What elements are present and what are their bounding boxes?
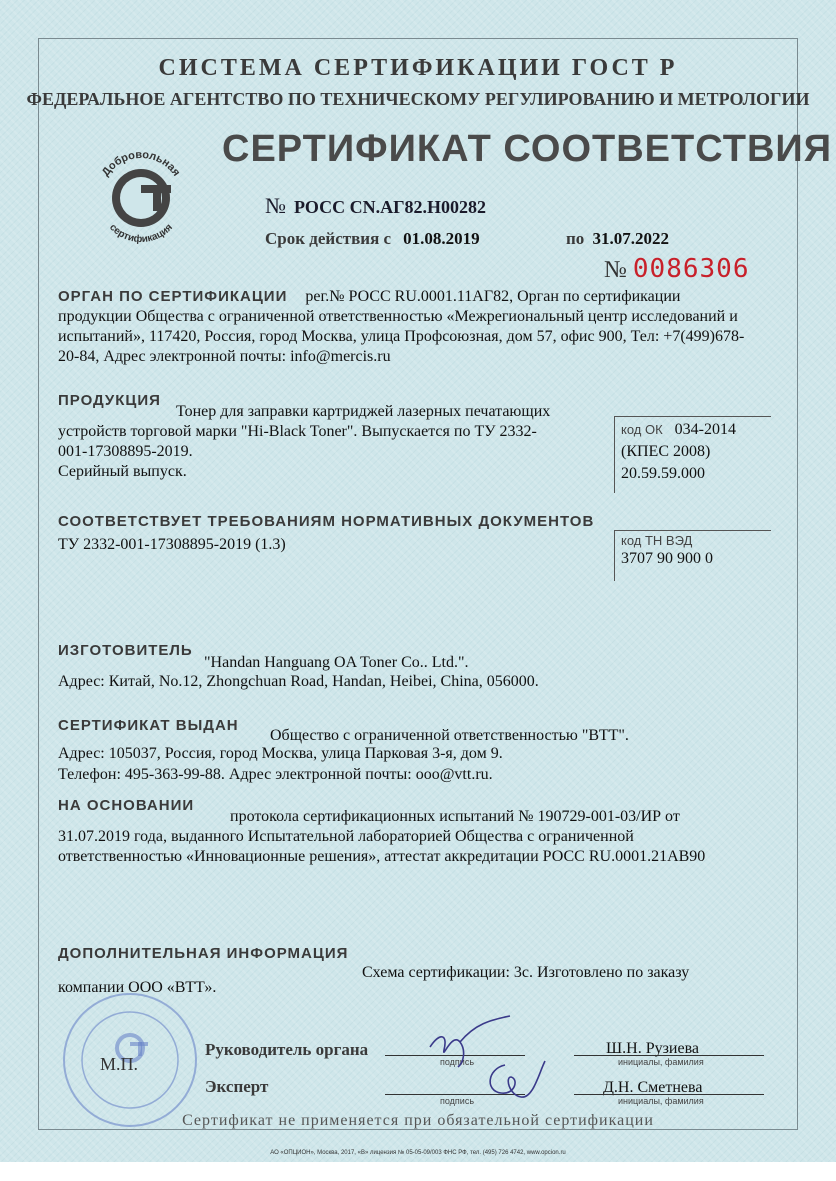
- stamp-label: М.П.: [100, 1054, 139, 1074]
- product-heading: ПРОДУКЦИЯ: [58, 392, 161, 409]
- agency-title: ФЕДЕРАЛЬНОЕ АГЕНТСТВО ПО ТЕХНИЧЕСКОМУ РЕГУЛИРОВАНИЮ И МЕТРОЛОГИИ: [26, 89, 810, 109]
- number-sign: №: [265, 193, 286, 218]
- basis-heading: НА ОСНОВАНИИ: [58, 797, 195, 814]
- additional-line-1: Схема сертификации: 3с. Изготовлено по заказу: [362, 964, 690, 981]
- validity-row: [265, 229, 480, 249]
- serial-sign: №: [604, 257, 627, 283]
- ok-code-label: код ОК: [621, 422, 663, 437]
- validity-label: Срок действия с: [265, 229, 392, 248]
- expert-signature: [475, 1055, 555, 1105]
- to-label: по: [566, 229, 585, 248]
- issued-line-1: Общество с ограниченной ответственностью "ВТТ".: [270, 727, 629, 744]
- expert-name-line: [574, 1094, 764, 1095]
- manufacturer-line-2: Адрес: Китай, No.12, Zhongchuan Road, Handan, Heibei, China, 056000.: [58, 673, 539, 690]
- conformity-heading: СООТВЕТСТВУЕТ ТРЕБОВАНИЯМ НОРМАТИВНЫХ ДОКУМЕНТОВ: [58, 513, 595, 530]
- issued-line-3: Телефон: 495-363-99-88. Адрес электронной почты: ooo@vtt.ru.: [58, 766, 493, 783]
- organ-line-3: испытаний», 117420, Россия, город Москва, улица Профсоюзная, дом 57, офис 900, Тел: +7(499)678-: [58, 328, 745, 345]
- serial-number: 0086306: [632, 254, 750, 284]
- product-line-2: устройств торговой марки "Hi-Black Toner". Выпускается по ТУ 2332-: [58, 423, 537, 440]
- serial-number-row: [604, 254, 749, 284]
- ok-code-line-3: 20.59.59.000: [621, 465, 705, 482]
- ok-code-line-2: (КПЕС 2008): [621, 443, 711, 460]
- certificate-number: РОСС CN.АГ82.Н00282: [294, 197, 487, 217]
- organ-section: [58, 286, 680, 308]
- ok-code-box: [614, 416, 771, 493]
- valid-from: 01.08.2019: [403, 229, 480, 248]
- product-line-4: Серийный выпуск.: [58, 463, 187, 480]
- manufacturer-line-1: "Handan Hanguang OA Toner Co.. Ltd.".: [204, 654, 469, 671]
- head-signature-caption: подпись: [440, 1057, 475, 1067]
- head-name-line: [574, 1055, 764, 1056]
- tnved-code-label: код ТН ВЭД: [621, 533, 693, 548]
- additional-heading: ДОПОЛНИТЕЛЬНАЯ ИНФОРМАЦИЯ: [58, 945, 349, 962]
- ok-code-line-1: 034-2014: [674, 421, 736, 438]
- product-line-1: Тонер для заправки картриджей лазерных печатающих: [176, 403, 551, 420]
- expert-name-caption: инициалы, фамилия: [618, 1096, 704, 1106]
- organ-heading: ОРГАН ПО СЕРТИФИКАЦИИ: [58, 288, 288, 305]
- expert-name: Д.Н. Сметнева: [603, 1079, 703, 1096]
- organ-line-4: 20-84, Адрес электронной почты: info@mercis.ru: [58, 348, 391, 365]
- head-label: Руководитель органа: [205, 1040, 369, 1059]
- organ-line-2: продукции Общества с ограниченной ответственностью «Межрегиональный центр исследований и: [58, 308, 738, 325]
- head-name: Ш.Н. Рузиева: [606, 1040, 700, 1057]
- system-title: СИСТЕМА СЕРТИФИКАЦИИ ГОСТ Р: [158, 55, 678, 81]
- gost-r-logo: [85, 138, 197, 250]
- expert-signature-caption: подпись: [440, 1096, 475, 1106]
- conformity-line-1: ТУ 2332-001-17308895-2019 (1.3): [58, 536, 286, 553]
- valid-to: 31.07.2022: [592, 229, 670, 248]
- logo-bottom-text: сертификация: [107, 221, 175, 246]
- certificate-number-row: [265, 193, 486, 219]
- basis-line-1: протокола сертификационных испытаний № 190729-001-03/ИР от: [230, 808, 680, 825]
- basis-line-2: 31.07.2019 года, выданного Испытательной лабораторией Общества с ограниченной: [58, 828, 634, 845]
- product-line-3: 001-17308895-2019.: [58, 443, 193, 460]
- certificate-title: СЕРТИФИКАТ СООТВЕТСТВИЯ: [222, 128, 833, 170]
- product-section: [58, 392, 161, 410]
- additional-line-2: компании ООО «ВТТ».: [58, 979, 217, 996]
- issued-line-2: Адрес: 105037, Россия, город Москва, улица Парковая 3-я, дом 9.: [58, 745, 503, 762]
- logo-top-text: Добровольная: [99, 148, 183, 179]
- tnved-code-box: [614, 530, 771, 581]
- basis-line-3: ответственностью «Инновационные решения», аттестат аккредитации РОСС RU.0001.21АВ90: [58, 848, 706, 865]
- validity-to: [566, 229, 669, 249]
- organ-line-1: рег.№ РОСС RU.0001.11АГ82, Орган по сертификации: [305, 288, 681, 305]
- footer-note: Сертификат не применяется при обязательной сертификации: [182, 1112, 654, 1129]
- manufacturer-heading: ИЗГОТОВИТЕЛЬ: [58, 642, 193, 659]
- head-name-caption: инициалы, фамилия: [618, 1057, 704, 1067]
- tnved-code-value: 3707 90 900 0: [621, 550, 713, 567]
- issued-heading: СЕРТИФИКАТ ВЫДАН: [58, 717, 239, 734]
- expert-label: Эксперт: [205, 1077, 269, 1096]
- printer-imprint: АО «ОПЦИОН», Москва, 2017, «В» лицензия № 05-05-09/003 ФНС РФ, тел. (495) 726 4742, www.opcion.ru: [270, 1150, 566, 1156]
